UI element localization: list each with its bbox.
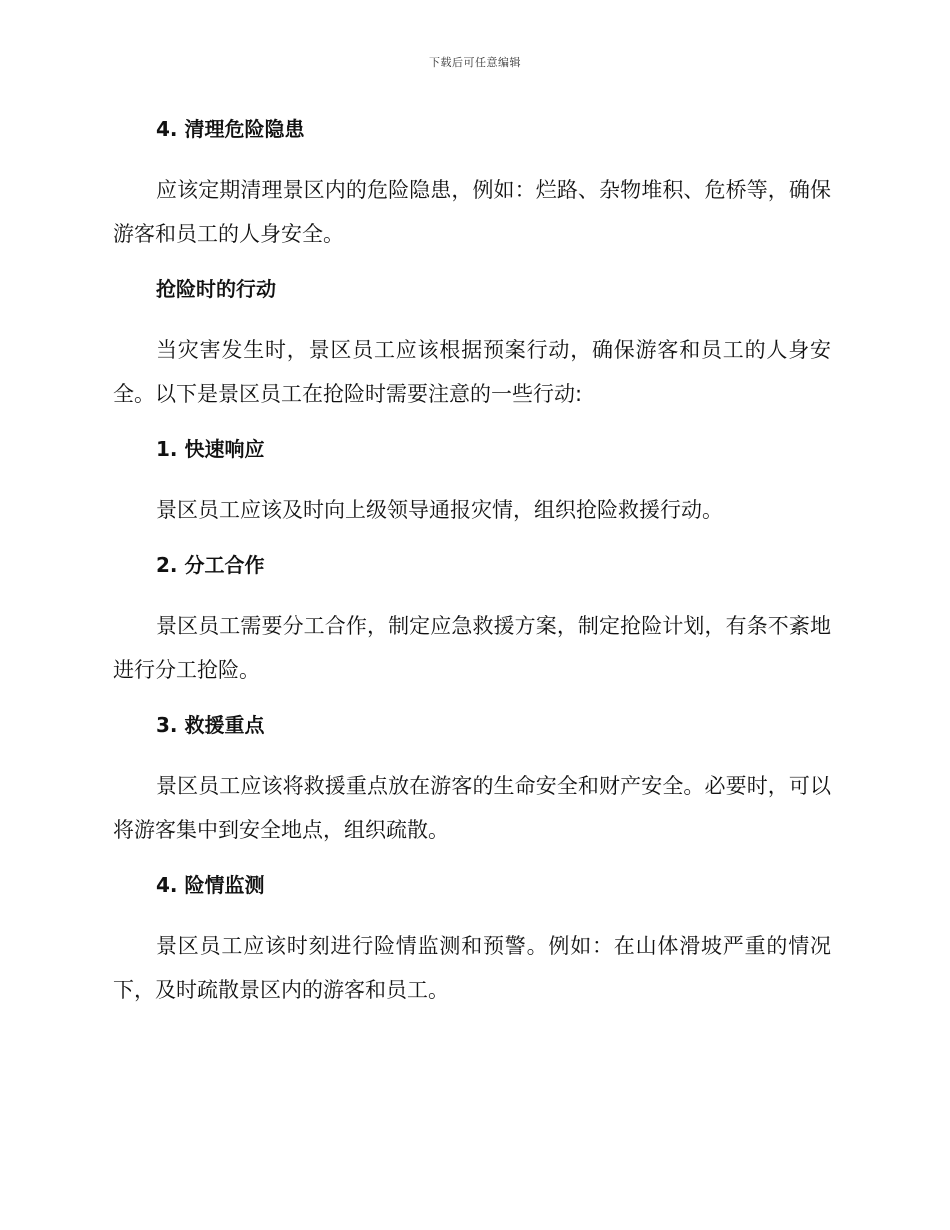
section-heading-hazard-monitoring: 4. 险情监测 — [156, 873, 265, 897]
paragraph-rescue-actions: 当灾害发生时，景区员工应该根据预案行动，确保游客和员工的人身安全。以下是景区员工在抢险时需要注意的一些行动: — [113, 338, 831, 406]
paragraph-division-of-labor: 景区员工需要分工合作，制定应急救援方案，制定抢险计划，有条不紊地进行分工抢险。 — [113, 614, 831, 682]
section-heading-quick-response: 1. 快速响应 — [156, 437, 265, 461]
paragraph-hazard-monitoring: 景区员工应该时刻进行险情监测和预警。例如：在山体滑坡严重的情况下，及时疏散景区内的游客和员工。 — [113, 934, 831, 1002]
section-heading-clear-hazards: 4. 清理危险隐患 — [156, 117, 305, 141]
paragraph-rescue-priorities: 景区员工应该将救援重点放在游客的生命安全和财产安全。必要时，可以将游客集中到安全地点，组织疏散。 — [113, 774, 831, 842]
page-header: 下载后可任意编辑 — [429, 56, 521, 69]
paragraph-quick-response: 景区员工应该及时向上级领导通报灾情，组织抢险救援行动。 — [156, 498, 723, 522]
section-heading-rescue-actions: 抢险时的行动 — [156, 277, 276, 301]
section-heading-rescue-priorities: 3. 救援重点 — [156, 713, 265, 737]
section-heading-division-of-labor: 2. 分工合作 — [156, 553, 265, 577]
paragraph-clear-hazards: 应该定期清理景区内的危险隐患，例如：烂路、杂物堆积、危桥等，确保游客和员工的人身安全。 — [113, 178, 831, 246]
document-body — [113, 110, 831, 1026]
